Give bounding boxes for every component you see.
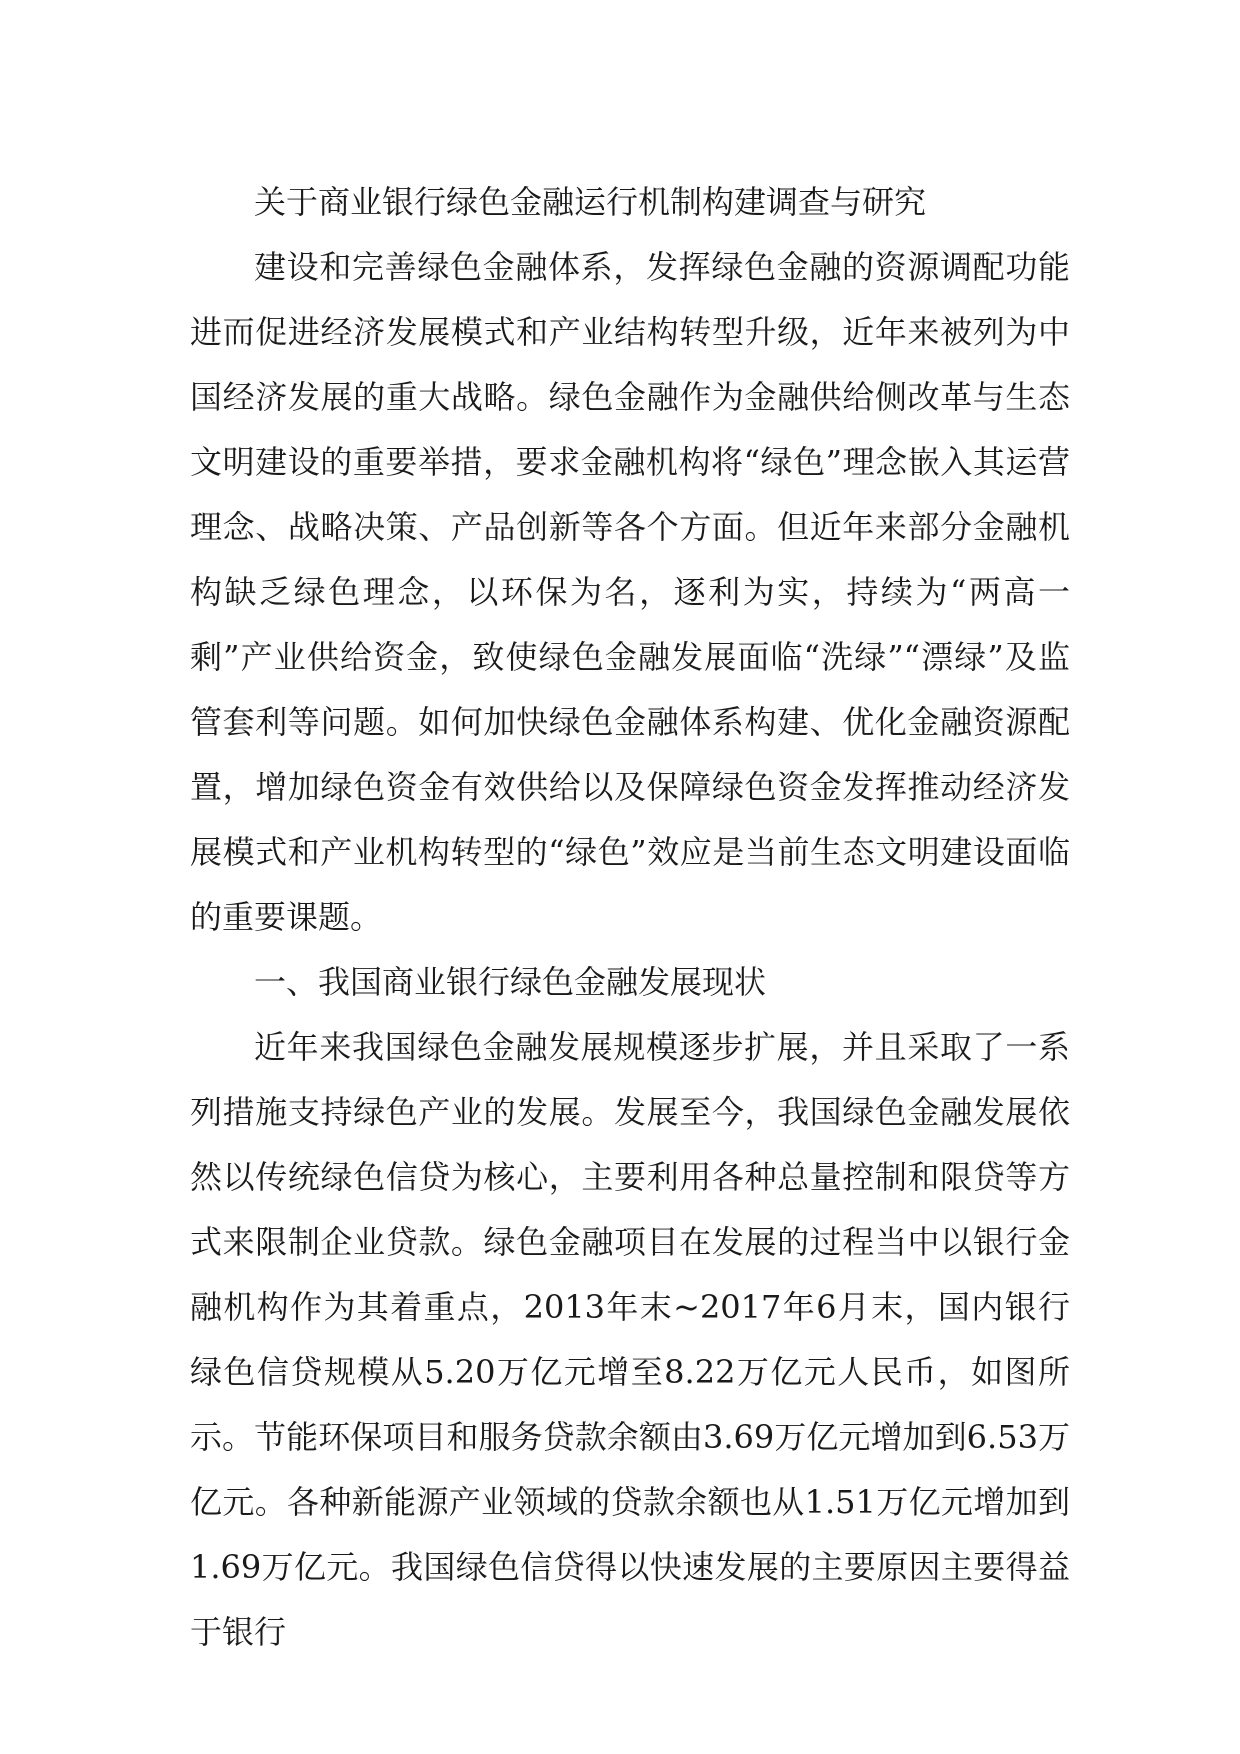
document-body xyxy=(190,170,1070,1665)
document-title: 关于商业银行绿色金融运行机制构建调查与研究 xyxy=(254,183,927,221)
section-paragraph: 近年来我国绿色金融发展规模逐步扩展，并且采取了一系列措施支持绿色产业的发展。发展至今，我国绿色金融发展依然以传统绿色信贷为核心，主要利用各种总量控制和限贷等方式来限制企业贷款。绿色金融项目在发展的过程当中以银行金融机构作为其着重点，2013年末~2017年6月末，国内银行绿色信贷规模从5.20万亿元增至8.22万亿元人民币，如图所示。节能环保项目和服务贷款余额由3.69万亿元增加到6.53万亿元。各种新能源产业领域的贷款余额也从1.51万亿元增加到1.69万亿元。我国绿色信贷得以快速发展的主要原因主要得益于银行 xyxy=(190,1028,1070,1651)
intro-paragraph: 建设和完善绿色金融体系，发挥绿色金融的资源调配功能进而促进经济发展模式和产业结构转型升级，近年来被列为中国经济发展的重大战略。绿色金融作为金融供给侧改革与生态文明建设的重要举措，要求金融机构将“绿色”理念嵌入其运营理念、战略决策、产品创新等各个方面。但近年来部分金融机构缺乏绿色理念，以环保为名，逐利为实，持续为“两高一剩”产业供给资金，致使绿色金融发展面临“洗绿”“漂绿”及监管套利等问题。如何加快绿色金融体系构建、优化金融资源配置，增加绿色资金有效供给以及保障绿色资金发挥推动经济发展模式和产业机构转型的“绿色”效应是当前生态文明建设面临的重要课题。 xyxy=(190,248,1070,936)
section-heading: 一、我国商业银行绿色金融发展现状 xyxy=(254,963,767,1001)
